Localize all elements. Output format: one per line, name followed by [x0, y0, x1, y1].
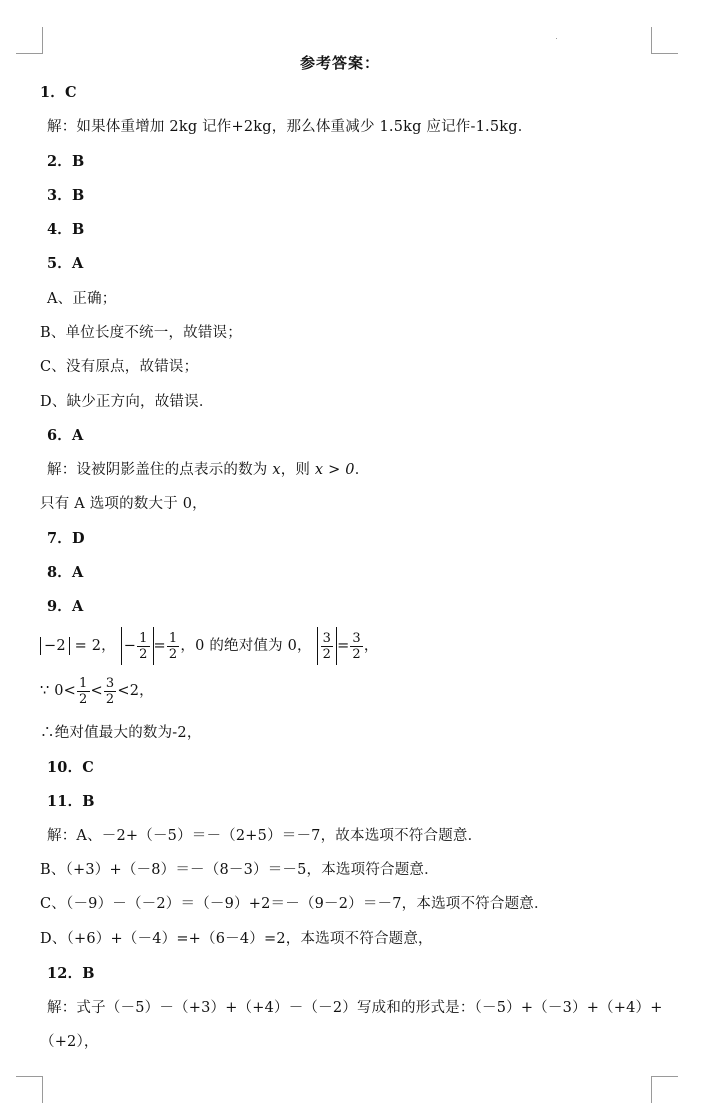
q9-answer: 9．A — [47, 598, 84, 615]
q7-answer: 7．D — [47, 530, 85, 547]
frac-denominator: 2 — [105, 691, 115, 707]
q9-lt1: < — [90, 683, 103, 699]
speck — [556, 38, 557, 39]
q12-line1: 解：式子（－5）－（+3）+（+4）－（－2）写成和的形式是：（－5）+（－3）+（+4）+ — [47, 1000, 663, 1016]
q4-answer: 4．B — [47, 221, 85, 238]
q11-option-a: 解：A、－2+（－5）＝－（2+5）＝－7，故本选项不符合题意． — [47, 828, 483, 844]
q11-answer: 11．B — [47, 793, 95, 810]
q5-option-c: C、没有原点，故错误； — [40, 359, 199, 375]
q9-zero-text: ，0 的绝对值为 0， — [180, 638, 312, 654]
q11-option-b: B、（+3）+（－8）＝－（8－3）＝－5，本选项符合题意． — [40, 862, 439, 878]
q11-option-c: C、（－9）－（－2）＝（－9）+2＝－（9－2）＝－7，本选项不符合题意． — [40, 896, 549, 912]
q9-abs-neg-half — [121, 627, 154, 665]
q9-fraction-half — [137, 631, 149, 662]
q6-text-pre: 解：设被阴影盖住的点表示的数为 — [47, 462, 268, 478]
q2-answer: 2．B — [47, 153, 85, 170]
q9-eq1: = 2， — [74, 638, 116, 654]
q5-option-d: D、缺少正方向，故错误． — [40, 394, 214, 410]
q9-since-line — [40, 672, 154, 710]
crop-mark-top-left — [16, 27, 43, 54]
frac-numerator: 1 — [168, 630, 178, 646]
frac-numerator: 3 — [352, 630, 361, 646]
q6-explanation — [47, 460, 369, 480]
q9-since-fraction-half — [77, 676, 89, 707]
q9-abs-neg2: −2 — [40, 637, 70, 655]
q9-since: ∵ 0< — [40, 683, 77, 699]
q6-inequality: x > 0 — [314, 462, 355, 478]
frac-numerator: 1 — [79, 675, 88, 691]
q3-answer: 3．B — [47, 187, 85, 204]
q12-answer: 12．B — [47, 965, 95, 982]
q9-conclusion: ∴绝对值最大的数为-2， — [40, 725, 202, 741]
q6-answer: 6．A — [47, 427, 84, 444]
q9-since-fraction-three-halves — [104, 676, 116, 707]
frac-denominator: 2 — [322, 646, 332, 662]
q9-fraction-half-result — [167, 631, 179, 662]
q10-answer: 10．C — [47, 759, 95, 776]
q9-minus-sign: − — [123, 638, 137, 654]
q9-fraction-three-halves-result — [350, 631, 362, 662]
q5-option-b: B、单位长度不统一，故错误； — [40, 325, 242, 341]
q8-answer: 8．A — [47, 564, 84, 581]
q5-option-a: A、正确； — [47, 291, 117, 307]
frac-denominator: 2 — [139, 646, 148, 662]
q9-eq3: = — [337, 638, 350, 654]
q6-var-x: x — [272, 462, 281, 478]
q6-text-end: ． — [354, 462, 370, 478]
frac-numerator: 1 — [139, 630, 148, 646]
q6-text-mid: ，则 — [280, 462, 311, 478]
frac-denominator: 2 — [352, 646, 361, 662]
q9-abs-values: −2 = 2， − $\frac{1}{2}$ = $\frac{1}{2}$ ，0 的绝对值为 0， $\frac{3}{2}$ = $\frac{3}{2}$ ， — [40, 627, 379, 665]
crop-mark-bottom-left — [16, 1076, 43, 1103]
q11-option-d: D、（+6）+（－4）=+（6－4）=2，本选项不符合题意， — [40, 931, 433, 947]
q1-explanation: 解：如果体重增加 2kg 记作+2kg，那么体重减少 1.5kg 应记作-1.5kg． — [47, 119, 533, 135]
q6-line2: 只有 A 选项的数大于 0， — [40, 496, 207, 512]
q12-line2: （+2）， — [40, 1034, 99, 1050]
frac-denominator: 2 — [79, 691, 88, 707]
q9-abs-three-halves — [317, 627, 337, 665]
frac-denominator: 2 — [168, 646, 178, 662]
q9-fraction-three-halves — [321, 631, 333, 662]
frac-numerator: 3 — [322, 630, 332, 646]
frac-numerator: 3 — [105, 675, 115, 691]
crop-mark-bottom-right — [651, 1076, 678, 1103]
q1-answer: 1．C — [40, 84, 77, 101]
page-title: 参考答案： — [299, 54, 380, 72]
q5-answer: 5．A — [47, 255, 84, 272]
q9-lt2: <2， — [117, 683, 154, 699]
q9-eq2: = — [153, 638, 166, 654]
crop-mark-top-right — [651, 27, 678, 54]
